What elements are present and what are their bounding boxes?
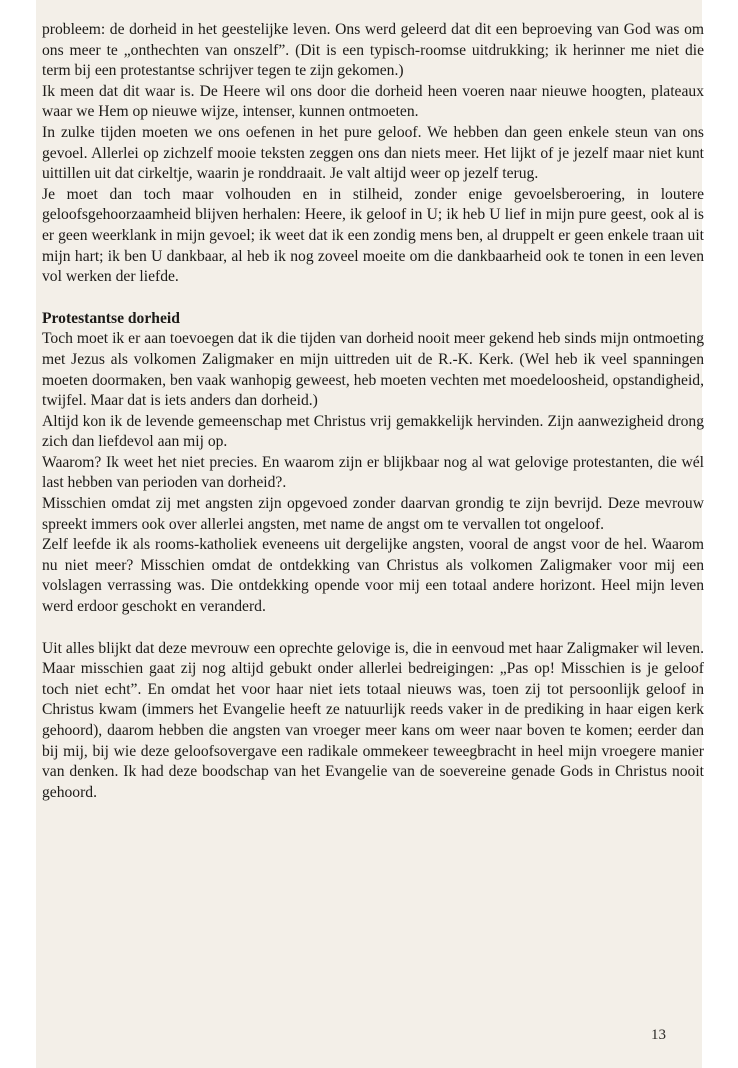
- paragraph: Waarom? Ik weet het niet precies. En waarom zijn er blijkbaar nog al wat gelovige protestanten, die wél last hebben van perioden van dorheid?.: [42, 453, 704, 492]
- paragraph: Ik meen dat dit waar is. De Heere wil ons door die dorheid heen voeren naar nieuwe hoogten, plateaux waar we Hem op nieuwe wijze, intenser, kunnen ontmoeten.: [42, 82, 704, 121]
- section-heading: Protestantse dorheid: [42, 309, 180, 327]
- paragraph: Je moet dan toch maar volhouden en in stilheid, zonder enige gevoelsberoering, in loutere geloofsgehoorzaamheid blijven herhalen: Heere, ik geloof in U; ik heb U lief in mijn pure geest, ook al is er geen weerklank in mijn gevoel; ik weet dat ik een zondig mens ben, al druppelt er geen enkele traan uit mijn hart; ik ben U dankbaar, al heb ik nog zoveel moeite om die dankbaarheid ook te tonen in een leven vol werken der liefde.: [42, 185, 704, 286]
- paragraph: probleem: de dorheid in het geestelijke leven. Ons werd geleerd dat dit een beproeving van God was om ons meer te „onthechten van onszelf”. (Dit is een typisch-roomse uitdrukking; ik herinner me niet die term bij een protestantse schrijver tegen te zijn gekomen.): [42, 21, 704, 80]
- book-page: [36, 0, 702, 1068]
- spacer: [42, 618, 704, 639]
- paragraph: Zelf leefde ik als rooms-katholiek eveneens uit dergelijke angsten, vooral de angst voor de hel. Waarom nu niet meer? Misschien omdat de ontdekking van Christus als volkomen Zaligmaker voor mij een volslagen verrassing was. Die ontdekking opende voor mij een totaal andere horizont. Heel mijn leven werd erdoor geschokt en veranderd.: [42, 536, 704, 616]
- spacer: [42, 288, 704, 309]
- text-column: [42, 20, 704, 803]
- paragraph: Altijd kon ik de levende gemeenschap met Christus vrij gemakkelijk hervinden. Zijn aanwezigheid drong zich dan liefdevol aan mij op.: [42, 412, 704, 451]
- paragraph: In zulke tijden moeten we ons oefenen in het pure geloof. We hebben dan geen enkele steun van ons gevoel. Allerlei op zichzelf mooie teksten zeggen ons dan niets meer. Het lijkt of je jezelf maar niet kunt uittillen uit dat cirkeltje, waarin je ronddraait. Je valt altijd weer op jezelf terug.: [42, 123, 704, 183]
- paragraph: Misschien omdat zij met angsten zijn opgevoed zonder daarvan grondig te zijn bevrijd. Deze mevrouw spreekt immers ook over allerlei angsten, met name de angst om te vervallen tot ongeloof.: [42, 495, 704, 533]
- paragraph: Uit alles blijkt dat deze mevrouw een oprechte gelovige is, die in eenvoud met haar Zaligmaker wil leven. Maar misschien gaat zij nog altijd gebukt onder allerlei bedreigingen: „Pas op! Misschien is je geloof toch niet echt”. En omdat het voor haar niet iets totaal nieuws was, toen zij tot persoonlijk geloof in Christus kwam (immers het Evangelie heeft ze natuurlijk reeds vaker in de prediking in haar eigen kerk gehoord), daarom hebben die angsten van vroeger meer kans om weer naar boven te komen; eerder dan bij mij, bij wie deze geloofsovergave een radikale ommekeer teweegbracht in heel mijn vroegere manier van denken. Ik had deze boodschap van het Evangelie van de soevereine genade Gods in Christus nooit gehoord.: [42, 639, 704, 801]
- page-number: 13: [651, 1027, 666, 1043]
- paragraph: Toch moet ik er aan toevoegen dat ik die tijden van dorheid nooit meer gekend heb sinds mijn ontmoeting met Jezus als volkomen Zaligmaker en mijn uittreden uit de R.-K. Kerk. (Wel heb ik veel spanningen moeten doormaken, ben vaak wanhopig geweest, heb moeten vechten met moedeloosheid, opstandigheid, twijfel. Maar dat is iets anders dan dorheid.): [42, 330, 704, 410]
